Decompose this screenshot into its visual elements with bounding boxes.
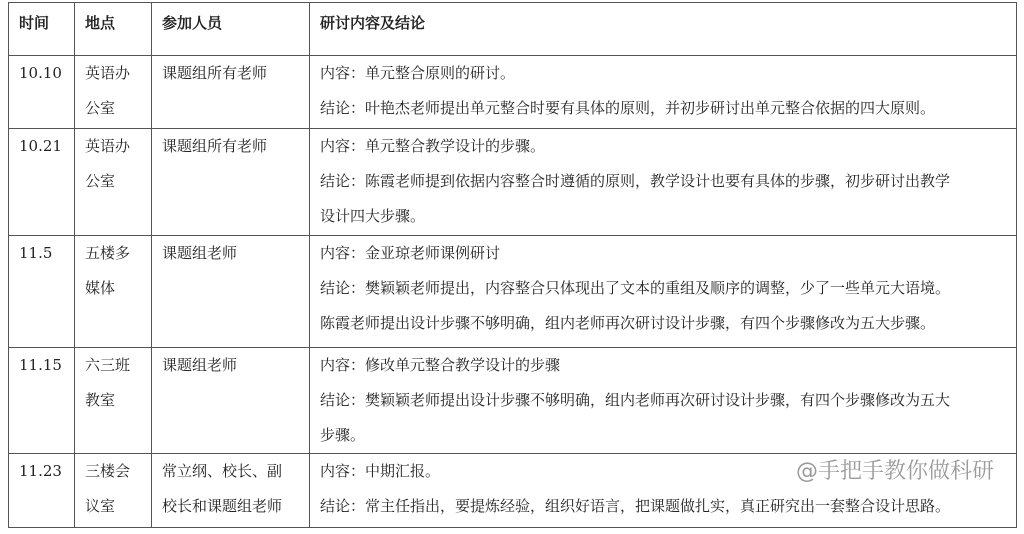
cell-participants-line: 课题组老师: [162, 356, 238, 374]
cell-place-line: 公室: [85, 99, 116, 117]
cell-content-line: 结论：常主任指出，要提炼经验，组织好语言，把课题做扎实，真正研究出一套整合设计思路。: [320, 497, 951, 515]
cell-date: [9, 348, 75, 454]
cell-content-line: 内容：单元整合教学设计的步骤。: [320, 137, 546, 155]
cell-content: [310, 236, 1017, 348]
cell-participants: [152, 454, 310, 528]
cell-participants: [152, 348, 310, 454]
cell-place-line: 教室: [85, 391, 116, 409]
table-row: [9, 348, 1017, 454]
header-place: 地点: [75, 3, 152, 56]
cell-place-line: 三楼会: [85, 462, 131, 480]
cell-participants-line: 课题组所有老师: [162, 137, 268, 155]
cell-place: [75, 129, 152, 236]
cell-participants: [152, 129, 310, 236]
cell-content-line: 内容：金亚琼老师课例研讨: [320, 244, 501, 262]
cell-place-line: 英语办: [85, 137, 131, 155]
cell-participants-line: 常立纲、校长、副: [162, 462, 283, 480]
cell-content-line: 结论：樊颖颖老师提出，内容整合只体现出了文本的重组及顺序的调整，少了一些单元大语境。: [320, 279, 951, 297]
cell-date-line: 11.15: [19, 356, 62, 374]
cell-content-line: 结论：樊颖颖老师提出设计步骤不够明确，组内老师再次研讨设计步骤，有四个步骤修改为五大: [320, 391, 951, 409]
cell-place: [75, 454, 152, 528]
cell-content-line: 内容：中期汇报。: [320, 462, 441, 480]
header-content: 研讨内容及结论: [310, 3, 1017, 56]
cell-participants-line: 课题组老师: [162, 244, 238, 262]
cell-content: [310, 56, 1017, 129]
cell-place-line: 媒体: [85, 279, 116, 297]
cell-date-line: 11.5: [19, 244, 53, 262]
cell-place: [75, 56, 152, 129]
cell-date-line: 11.23: [19, 462, 62, 480]
research-record-table: [8, 2, 1017, 528]
cell-content-line: 内容：单元整合原则的研讨。: [320, 64, 516, 82]
cell-place-line: 五楼多: [85, 244, 131, 262]
watermark: @手把手教你做科研: [795, 459, 994, 484]
cell-participants: [152, 56, 310, 129]
cell-place: [75, 236, 152, 348]
cell-content-line: 设计四大步骤。: [320, 207, 426, 225]
cell-content-line: 结论：陈霞老师提到依据内容整合时遵循的原则，教学设计也要有具体的步骤，初步研讨出教学: [320, 172, 951, 190]
cell-content-line: 步骤。: [320, 426, 366, 444]
cell-date-line: 10.10: [19, 64, 62, 82]
cell-content: [310, 348, 1017, 454]
cell-participants: [152, 236, 310, 348]
cell-place: [75, 348, 152, 454]
cell-date: [9, 236, 75, 348]
cell-date-line: 10.21: [19, 137, 62, 155]
table-row: [9, 129, 1017, 236]
cell-content-line: 内容：修改单元整合教学设计的步骤: [320, 356, 561, 374]
table-row: [9, 236, 1017, 348]
cell-place-line: 议室: [85, 497, 116, 515]
cell-participants-line: 校长和课题组老师: [162, 497, 283, 515]
cell-place-line: 六三班: [85, 356, 131, 374]
cell-date: [9, 56, 75, 129]
cell-place-line: 公室: [85, 172, 116, 190]
header-participants: 参加人员: [152, 3, 310, 56]
cell-content-line: 结论：叶艳杰老师提出单元整合时要有具体的原则，并初步研讨出单元整合依据的四大原则。: [320, 99, 936, 117]
cell-date: [9, 454, 75, 528]
cell-place-line: 英语办: [85, 64, 131, 82]
cell-date: [9, 129, 75, 236]
table-row: [9, 56, 1017, 129]
cell-content-line: 陈霞老师提出设计步骤不够明确，组内老师再次研讨设计步骤，有四个步骤修改为五大步骤。: [320, 314, 936, 332]
cell-content: [310, 129, 1017, 236]
header-time: 时间: [9, 3, 75, 56]
table-header: [9, 3, 1017, 56]
cell-participants-line: 课题组所有老师: [162, 64, 268, 82]
